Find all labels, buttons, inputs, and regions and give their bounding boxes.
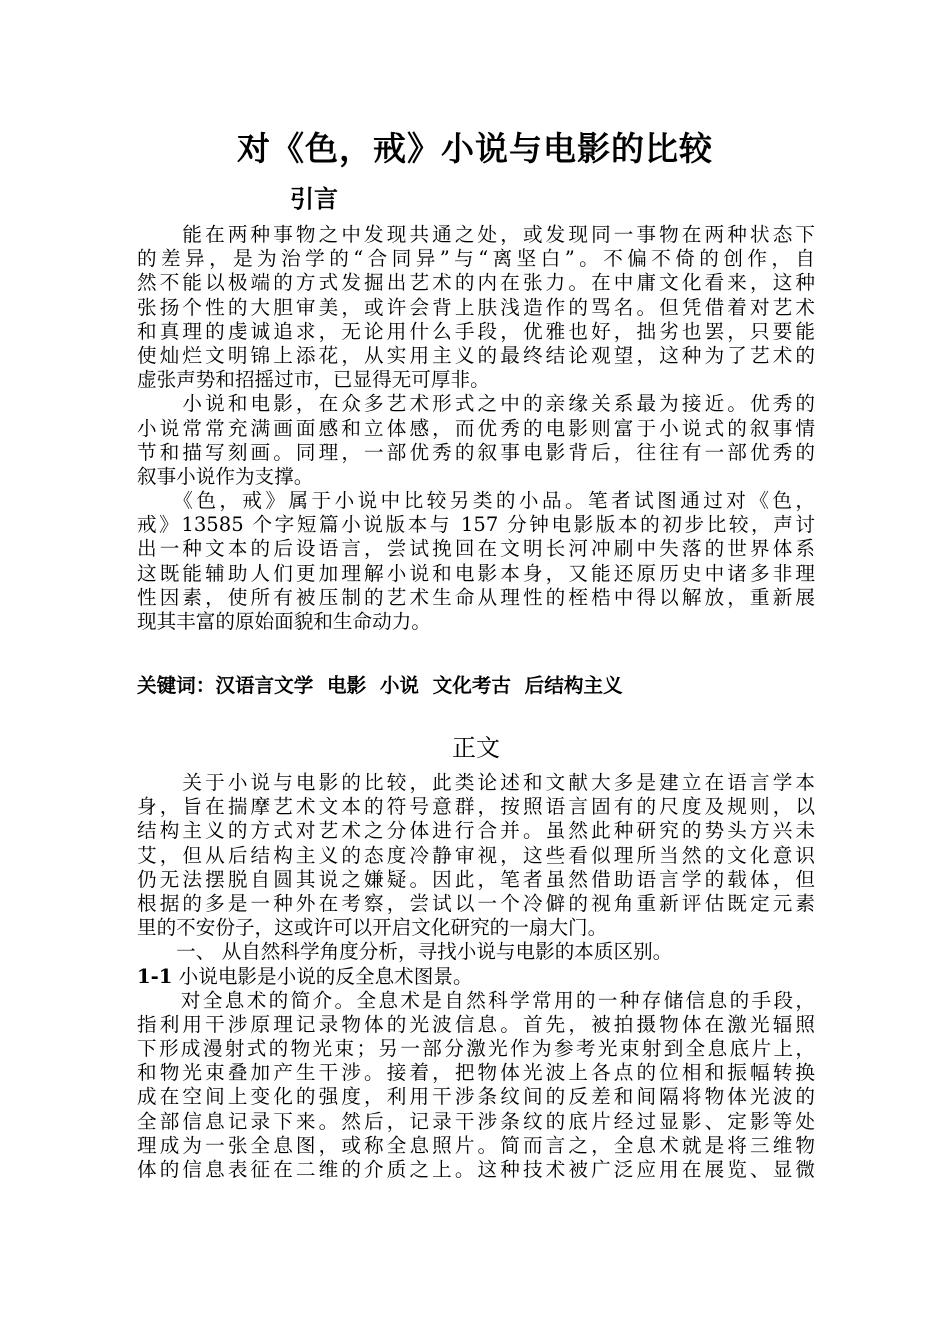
- intro-line: 性因素，使所有被压制的艺术生命从理性的桎梏中得以解放，重新展: [137, 585, 815, 609]
- intro-line: 节和描写刻画。同理，一部优秀的叙事电影背后，往往有一部优秀的: [137, 440, 815, 464]
- intro-line: 这既能辅助人们更加理解小说和电影本身，又能还原历史中诸多非理: [137, 561, 815, 585]
- body-line: 关于小说与电影的比较，此类论述和文献大多是建立在语言学本: [137, 771, 815, 794]
- intro-line: 使灿烂文明锦上添花，从实用主义的最终结论观望，这种为了艺术的: [137, 343, 815, 367]
- intro-line: 小说和电影，在众多艺术形式之中的亲缘关系最为接近。优秀的: [137, 392, 815, 416]
- intro-text: [137, 223, 815, 634]
- keywords-line: 关键词：汉语言文学 电影 小说 文化考古 后结构主义: [137, 674, 623, 697]
- intro-line: 现其丰富的原始面貌和生命动力。: [137, 610, 431, 633]
- body-line: 和物光束叠加产生干涉。接着，把物体光波上各点的位相和振幅转换: [137, 1061, 815, 1085]
- intro-heading: 引言: [290, 184, 338, 213]
- body-line: 指利用干涉原理记录物体的光波信息。首先，被拍摄物体在激光辐照: [137, 1012, 815, 1036]
- body-line: 下形成漫射式的物光束；另一部分激光作为参考光束射到全息底片上，: [137, 1037, 815, 1061]
- subsection-heading: [137, 965, 815, 989]
- body-heading: 正文: [452, 734, 500, 762]
- body-line: 里的不安份子，这或许可以开启文化研究的一扇大门。: [137, 916, 608, 940]
- intro-line: 《色，戒》属于小说中比较另类的小品。笔者试图通过对《色，: [137, 489, 815, 513]
- intro-line: 戒》13585 个字短篇小说版本与 157 分钟电影版本的初步比较，声讨: [137, 513, 815, 537]
- body-line: 成在空间上变化的强度，利用干涉条纹间的反差和间隔将物体光波的: [137, 1085, 815, 1109]
- body-line: 身，旨在揣摩艺术文本的符号意群，按照语言固有的尺度及规则，以: [137, 795, 815, 819]
- body-line: 仍无法摆脱自圆其说之嫌疑。因此，笔者虽然借助语言学的载体，但: [137, 867, 815, 891]
- intro-line: 张扬个性的大胆审美，或许会背上肤浅造作的骂名。但凭借着对艺术: [137, 295, 815, 319]
- subsection-text: 小说电影是小说的反全息术图景。: [172, 964, 473, 988]
- section-one-heading: 一、 从自然科学角度分析，寻找小说与电影的本质区别。: [137, 940, 673, 964]
- intro-line: 虚张声势和招摇过市，已显得无可厚非。: [137, 368, 490, 392]
- subsection-number: 1-1: [137, 964, 173, 988]
- body-line: 体的信息表征在二维的介质之上。这种技术被广泛应用在展览、显微: [137, 1158, 815, 1181]
- intro-line: 然不能以极端的方式发掘出艺术的内在张力。在中庸文化看来，这种: [137, 271, 815, 295]
- page-title: 对《色，戒》小说与电影的比较: [237, 129, 713, 168]
- body-line: 根据的多是一种外在考察，尝试以一个冷僻的视角重新评估既定元素: [137, 891, 815, 915]
- intro-line: 出一种文本的后设语言，尝试挽回在文明长河冲刷中失落的世界体系: [137, 537, 815, 561]
- intro-line: 叙事小说作为支撑。: [137, 464, 314, 488]
- intro-line: 的差异，是为治学的“合同异”与“离坚白”。不偏不倚的创作，自: [137, 247, 815, 271]
- body-line: 结构主义的方式对艺术之分体进行合并。虽然此种研究的势头方兴未: [137, 819, 815, 843]
- body-text: [137, 771, 815, 1182]
- body-line: 对全息术的简介。全息术是自然科学常用的一种存储信息的手段，: [137, 988, 815, 1012]
- body-line: 理成为一张全息图，或称全息照片。简而言之，全息术就是将三维物: [137, 1133, 815, 1157]
- body-line: 全部信息记录下来。然后，记录干涉条纹的底片经过显影、定影等处: [137, 1109, 815, 1133]
- intro-line: 小说常常充满画面感和立体感，而优秀的电影则富于小说式的叙事情: [137, 416, 815, 440]
- body-line: 艾，但从后结构主义的态度冷静审视，这些看似理所当然的文化意识: [137, 843, 815, 867]
- intro-line: 能在两种事物之中发现共通之处，或发现同一事物在两种状态下: [137, 223, 815, 246]
- intro-line: 和真理的虔诚追求，无论用什么手段，优雅也好，拙劣也罢，只要能: [137, 319, 815, 343]
